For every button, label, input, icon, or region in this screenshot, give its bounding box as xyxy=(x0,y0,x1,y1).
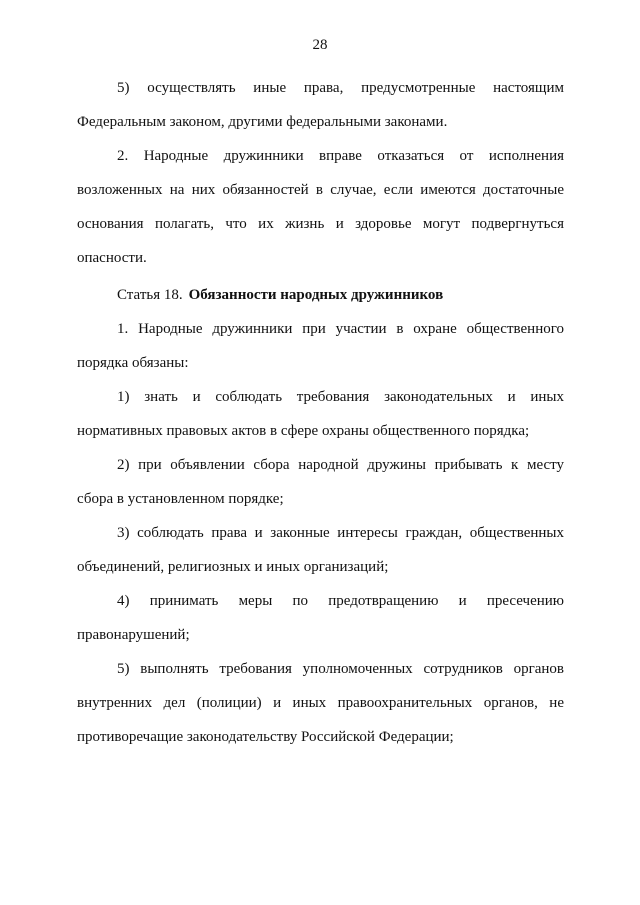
page-number: 28 xyxy=(312,37,328,53)
paragraph-duties-intro: 1. Народные дружинники при участии в охране общественного порядка обязаны: xyxy=(77,321,564,371)
paragraph-duty-item-3: 3) соблюдать права и законные интересы граждан, общественных объединений, религиозных и иных организаций; xyxy=(77,525,564,575)
text-block-duties xyxy=(77,312,564,754)
paragraph-duty-item-1: 1) знать и соблюдать требования законодательных и иных нормативных правовых актов в сфере охраны общественного порядка; xyxy=(77,389,564,439)
paragraph-duty-item-4: 4) принимать меры по предотвращению и пресечению правонарушений; xyxy=(77,593,564,643)
text-block-top xyxy=(77,71,564,275)
article-heading xyxy=(77,278,564,312)
paragraph-rights-item-5: 5) осуществлять иные права, предусмотренные настоящим Федеральным законом, другими федеральными законами. xyxy=(77,80,564,130)
article-title: Обязанности народных дружинников xyxy=(188,287,444,303)
paragraph-duty-item-5: 5) выполнять требования уполномоченных сотрудников органов внутренних дел (полиции) и иных правоохранительных органов, не противоречащие законодательству Российской Федерации; xyxy=(77,661,564,745)
article-heading-block xyxy=(77,278,564,312)
paragraph-duty-item-2: 2) при объявлении сбора народной дружины прибывать к месту сбора в установленном порядке; xyxy=(77,457,564,507)
article-label: Статья 18. xyxy=(117,287,183,303)
paragraph-refusal-right: 2. Народные дружинники вправе отказаться от исполнения возложенных на них обязанностей в случае, если имеются достаточные основания полагать, что их жизнь и здоровье могут подвергнуться опасности. xyxy=(77,148,564,266)
